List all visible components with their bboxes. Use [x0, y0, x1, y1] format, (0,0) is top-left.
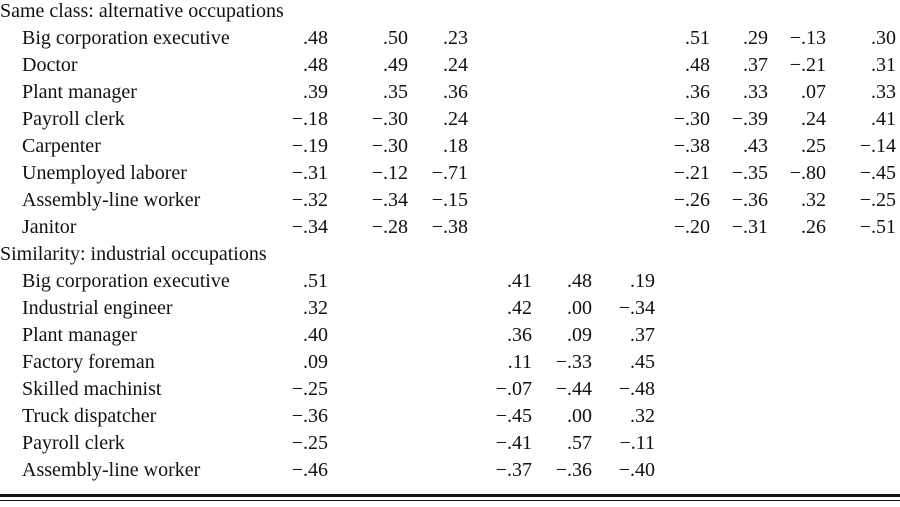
value-cell: −.38	[673, 135, 710, 157]
value-cell: −.51	[859, 216, 896, 238]
table-row	[0, 162, 900, 189]
row-label: Payroll clerk	[22, 432, 125, 454]
value-cell: .07	[801, 81, 826, 103]
value-cell: .39	[303, 81, 328, 103]
value-cell: −.21	[789, 54, 826, 76]
row-label: Doctor	[22, 54, 78, 76]
value-cell: −.25	[859, 189, 896, 211]
value-cell: −.13	[789, 27, 826, 49]
row-label: Assembly-line worker	[22, 189, 201, 211]
value-cell: .48	[685, 54, 710, 76]
table-row	[0, 108, 900, 135]
value-cell: .32	[630, 405, 655, 427]
value-cell: −.18	[291, 108, 328, 130]
value-cell: .32	[801, 189, 826, 211]
value-cell: .25	[801, 135, 826, 157]
value-cell: −.41	[495, 432, 532, 454]
value-cell: −.40	[618, 459, 655, 481]
table-row	[0, 189, 900, 216]
row-label: Carpenter	[22, 135, 101, 157]
value-cell: −.11	[619, 432, 655, 454]
row-label: Plant manager	[22, 324, 137, 346]
value-cell: .57	[567, 432, 592, 454]
row-label: Plant manager	[22, 81, 137, 103]
table-row	[0, 459, 900, 486]
value-cell: −.36	[731, 189, 768, 211]
value-cell: .42	[507, 297, 532, 319]
value-cell: .45	[630, 351, 655, 373]
value-cell: −.26	[673, 189, 710, 211]
value-cell: .24	[801, 108, 826, 130]
section-heading: Similarity: industrial occupations	[0, 243, 267, 265]
value-cell: −.37	[495, 459, 532, 481]
value-cell: −.31	[291, 162, 328, 184]
value-cell: −.19	[291, 135, 328, 157]
value-cell: .37	[743, 54, 768, 76]
section-heading-row	[0, 243, 900, 270]
row-label: Skilled machinist	[22, 378, 162, 400]
value-cell: .50	[383, 27, 408, 49]
value-cell: −.34	[618, 297, 655, 319]
table-row	[0, 27, 900, 54]
value-cell: −.38	[431, 216, 468, 238]
row-label: Payroll clerk	[22, 108, 125, 130]
value-cell: −.25	[291, 432, 328, 454]
value-cell: .40	[303, 324, 328, 346]
value-cell: .11	[507, 351, 532, 373]
value-cell: −.36	[555, 459, 592, 481]
value-cell: .00	[567, 297, 592, 319]
value-cell: −.33	[555, 351, 592, 373]
table-row	[0, 405, 900, 432]
value-cell: −.31	[731, 216, 768, 238]
value-cell: −.45	[859, 162, 896, 184]
value-cell: .30	[871, 27, 896, 49]
bottom-rule-thin	[0, 500, 900, 501]
table-row	[0, 54, 900, 81]
table-row	[0, 297, 900, 324]
value-cell: .09	[567, 324, 592, 346]
row-label: Big corporation executive	[22, 270, 230, 292]
value-cell: .26	[801, 216, 826, 238]
value-cell: −.12	[371, 162, 408, 184]
row-label: Truck dispatcher	[22, 405, 157, 427]
value-cell: −.46	[291, 459, 328, 481]
value-cell: −.44	[555, 378, 592, 400]
table-row	[0, 378, 900, 405]
value-cell: .48	[567, 270, 592, 292]
table-row	[0, 270, 900, 297]
value-cell: −.20	[673, 216, 710, 238]
table-row	[0, 432, 900, 459]
value-cell: −.34	[291, 216, 328, 238]
value-cell: −.21	[673, 162, 710, 184]
value-cell: .35	[383, 81, 408, 103]
value-cell: .29	[743, 27, 768, 49]
value-cell: .18	[443, 135, 468, 157]
value-cell: −.39	[731, 108, 768, 130]
value-cell: −.07	[495, 378, 532, 400]
value-cell: −.15	[431, 189, 468, 211]
value-cell: −.30	[371, 108, 408, 130]
table-row	[0, 81, 900, 108]
table-row	[0, 216, 900, 243]
value-cell: .51	[303, 270, 328, 292]
value-cell: −.80	[789, 162, 826, 184]
value-cell: .36	[507, 324, 532, 346]
table-row	[0, 324, 900, 351]
value-cell: .09	[303, 351, 328, 373]
table-row	[0, 135, 900, 162]
value-cell: .36	[443, 81, 468, 103]
value-cell: .33	[743, 81, 768, 103]
value-cell: −.35	[731, 162, 768, 184]
value-cell: .48	[303, 27, 328, 49]
value-cell: −.45	[495, 405, 532, 427]
row-label: Janitor	[22, 216, 77, 238]
value-cell: −.30	[371, 135, 408, 157]
value-cell: .24	[443, 108, 468, 130]
value-cell: −.36	[291, 405, 328, 427]
value-cell: −.28	[371, 216, 408, 238]
value-cell: −.14	[859, 135, 896, 157]
row-label: Big corporation executive	[22, 27, 230, 49]
value-cell: −.32	[291, 189, 328, 211]
bottom-rule-thick	[0, 494, 900, 497]
value-cell: .37	[630, 324, 655, 346]
value-cell: .33	[871, 81, 896, 103]
section-heading-row	[0, 0, 900, 27]
value-cell: −.48	[618, 378, 655, 400]
value-cell: .49	[383, 54, 408, 76]
row-label: Unemployed laborer	[22, 162, 187, 184]
row-label: Industrial engineer	[22, 297, 173, 319]
value-cell: −.34	[371, 189, 408, 211]
row-label: Factory foreman	[22, 351, 155, 373]
row-label: Assembly-line worker	[22, 459, 201, 481]
value-cell: .19	[630, 270, 655, 292]
value-cell: −.25	[291, 378, 328, 400]
table-row	[0, 351, 900, 378]
value-cell: −.71	[431, 162, 468, 184]
value-cell: .41	[871, 108, 896, 130]
value-cell: .32	[303, 297, 328, 319]
value-cell: .43	[743, 135, 768, 157]
value-cell: −.30	[673, 108, 710, 130]
value-cell: .23	[443, 27, 468, 49]
value-cell: .31	[871, 54, 896, 76]
value-cell: .00	[567, 405, 592, 427]
value-cell: .48	[303, 54, 328, 76]
value-cell: .41	[507, 270, 532, 292]
value-cell: .36	[685, 81, 710, 103]
section-heading: Same class: alternative occupations	[0, 0, 284, 22]
value-cell: .24	[443, 54, 468, 76]
value-cell: .51	[685, 27, 710, 49]
